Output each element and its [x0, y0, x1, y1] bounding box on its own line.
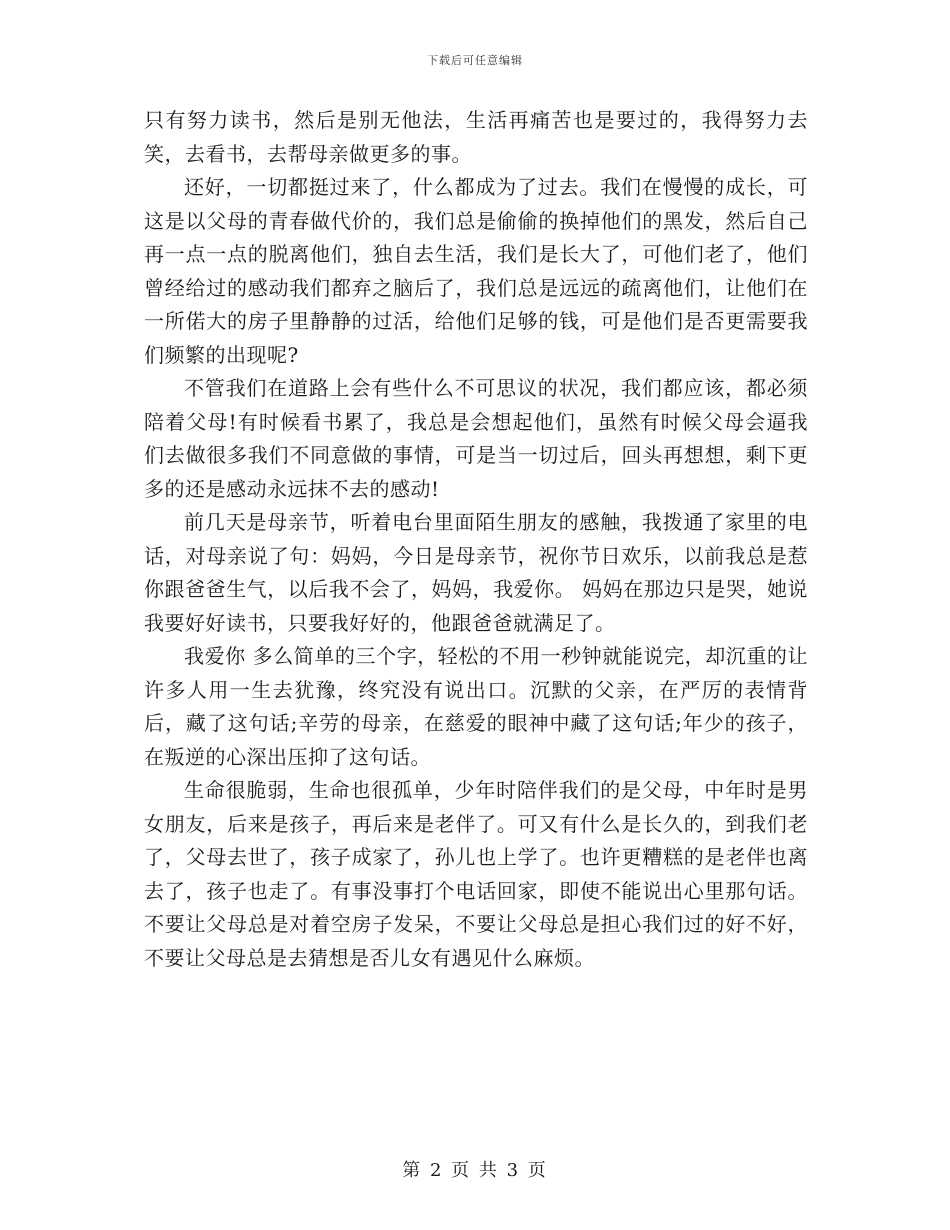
- paragraph-5: 我爱你 多么简单的三个字，轻松的不用一秒钟就能说完，却沉重的让许多人用一生去犹豫，终究没有说出口。沉默的父亲，在严厉的表情背后，藏了这句话;辛劳的母亲，在慈爱的眼神中藏了这句话;年少的孩子，在叛逆的心深出压抑了这句话。: [144, 644, 808, 769]
- paragraph-6: 生命很脆弱，生命也很孤单，少年时陪伴我们的是父母，中年时是男女朋友，后来是孩子，再后来是老伴了。可又有什么是长久的，到我们老了，父母去世了，孩子成家了，孙儿也上学了。也许更糟糕的是老伴也离去了，孩子也走了。有事没事打个电话回家，即使不能说出心里那句话。不要让父母总是对着空房子发呆，不要让父母总是担心我们过的好不好，不要让父母总是去猜想是否儿女有遇见什么麻烦。: [144, 778, 808, 970]
- paragraph-2: 还好，一切都挺过来了，什么都成为了过去。我们在慢慢的成长，可这是以父母的青春做代价的，我们总是偷偷的换掉他们的黑发，然后自己再一点一点的脱离他们，独自去生活，我们是长大了，可他们老了，他们曾经给过的感动我们都弃之脑后了，我们总是远远的疏离他们，让他们在一所偌大的房子里静静的过活，给他们足够的钱，可是他们是否更需要我们频繁的出现呢?: [144, 175, 808, 367]
- paragraph-1: 只有努力读书，然后是别无他法，生活再痛苦也是要过的，我得努力去笑，去看书，去帮母亲做更多的事。: [144, 108, 808, 166]
- document-body: [144, 104, 808, 975]
- paragraph-3: 不管我们在道路上会有些什么不可思议的状况，我们都应该，都必须陪着父母!有时候看书累了，我总是会想起他们，虽然有时候父母会逼我们去做很多我们不同意做的事情，可是当一切过后，回头再想想，剩下更多的还是感动永远抹不去的感动!: [144, 376, 808, 501]
- paragraph-4: 前几天是母亲节，听着电台里面陌生朋友的感触，我拨通了家里的电话，对母亲说了句：妈妈，今日是母亲节，祝你节日欢乐，以前我总是惹你跟爸爸生气，以后我不会了，妈妈，我爱你。 妈妈在那边只是哭，她说我要好好读书，只要我好好的，他跟爸爸就满足了。: [144, 510, 808, 635]
- page-footer: 第 2 页 共 3 页: [402, 1160, 548, 1181]
- page-header: 下载后可任意编辑: [427, 54, 523, 67]
